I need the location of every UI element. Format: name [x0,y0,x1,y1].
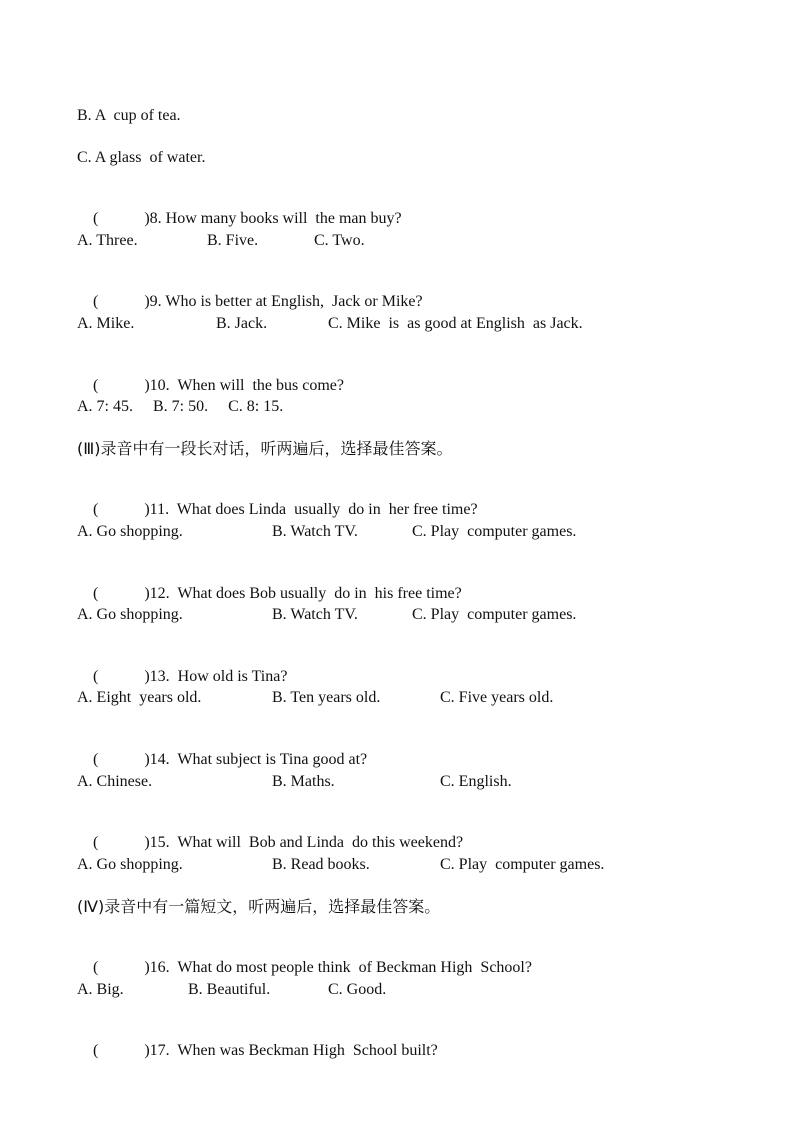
option-a: A. Big. [77,981,124,998]
option-b: B. Jack. [216,315,268,332]
answer-paren-open: ( [93,210,99,227]
question-13-options [77,688,677,708]
option-b: B. Beautiful. [188,981,271,998]
option-b: B. Five. [207,232,259,249]
option-a: A. Go shopping. [77,606,183,623]
question-text: )9. Who is better at English, Jack or Mike? [144,293,423,310]
option-c: C. Good. [328,981,387,998]
answer-paren-open: ( [93,668,99,685]
question-text: )11. What does Linda usually do in her free time? [144,501,478,518]
question-14-options [77,772,677,792]
option-line-c-water: C. A glass of water. [77,149,206,166]
question-text: )12. What does Bob usually do in his free time? [144,585,462,602]
answer-paren-open: ( [93,834,99,851]
answer-paren-open: ( [93,377,99,394]
question-11-options [77,522,677,542]
option-a: A. Go shopping. [77,856,183,873]
question-16-options [77,980,677,1000]
question-8-options [77,231,677,251]
option-b: B. Maths. [272,773,335,790]
option-line-b-tea: B. A cup of tea. [77,107,181,124]
question-text: )16. What do most people think of Beckman High School? [144,959,532,976]
option-c: C. Play computer games. [440,856,605,873]
option-a: A. Chinese. [77,773,153,790]
option-b: B. Watch TV. [272,523,358,540]
answer-paren-open: ( [93,501,99,518]
option-b: B. Ten years old. [272,689,381,706]
answer-paren-open: ( [93,1042,99,1059]
option-c: C. Mike is as good at English as Jack. [328,315,583,332]
option-b: B. Watch TV. [272,606,358,623]
question-text: )8. How many books will the man buy? [144,210,402,227]
option-c: C. Two. [314,232,365,249]
answer-paren-open: ( [93,959,99,976]
question-text: )10. When will the bus come? [144,377,344,394]
option-a: A. Eight years old. [77,689,202,706]
answer-paren-open: ( [93,751,99,768]
section-3-heading: (Ⅲ)录音中有一段长对话，听两遍后，选择最佳答案。 [77,439,453,458]
section-4-heading: (Ⅳ)录音中有一篇短文，听两遍后，选择最佳答案。 [77,897,441,916]
answer-paren-open: ( [93,293,99,310]
question-text: )14. What subject is Tina good at? [144,751,368,768]
question-text: )13. How old is Tina? [144,668,288,685]
question-9-options [77,314,677,334]
option-a: A. Go shopping. [77,523,183,540]
option-a: A. Mike. [77,315,135,332]
question-17 [77,1021,438,1081]
question-12-options [77,605,677,625]
option-a: A. Three. [77,232,138,249]
question-10-options: A. 7: 45. B. 7: 50. C. 8: 15. [77,398,284,415]
option-c: C. English. [440,773,512,790]
option-c: C. Play computer games. [412,606,577,623]
option-b: B. Read books. [272,856,370,873]
answer-paren-open: ( [93,585,99,602]
question-15-options [77,855,677,875]
question-text: )17. When was Beckman High School built? [144,1042,438,1059]
question-text: )15. What will Bob and Linda do this weekend? [144,834,464,851]
option-c: C. Five years old. [440,689,554,706]
option-c: C. Play computer games. [412,523,577,540]
